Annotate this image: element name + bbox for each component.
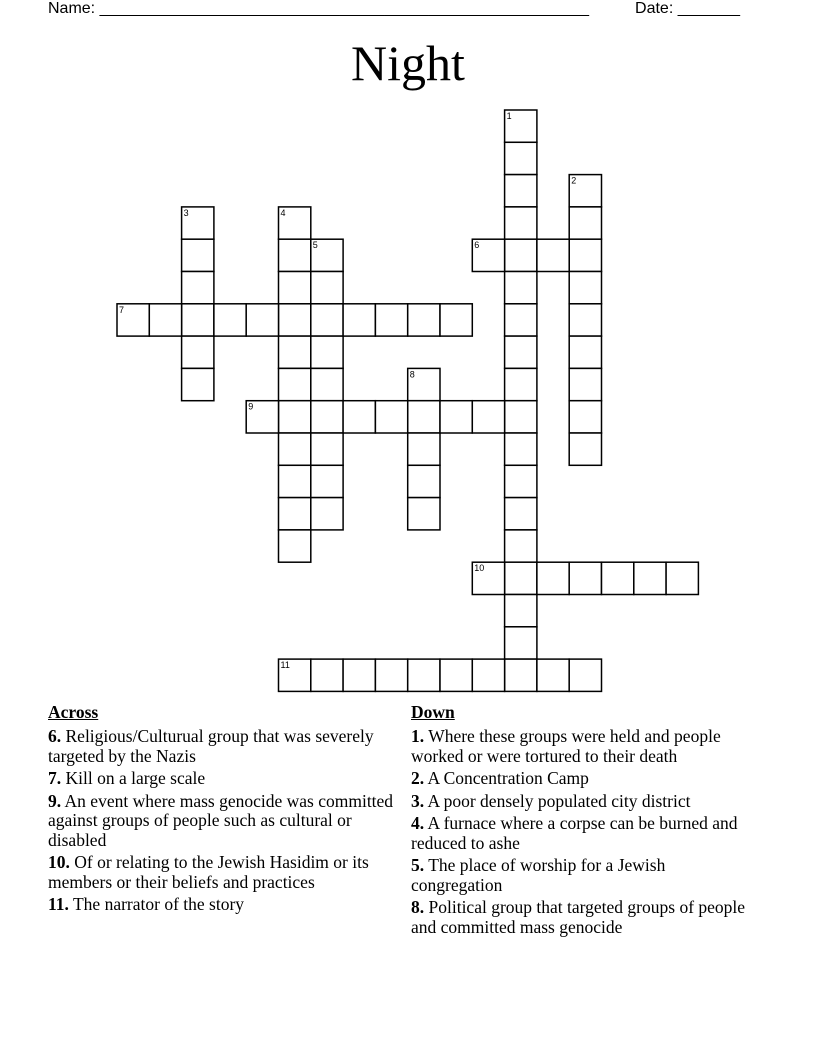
- grid-cell[interactable]: [343, 304, 375, 336]
- grid-clue-number: 4: [280, 207, 286, 218]
- down-clue-1: [411, 727, 761, 766]
- clue-number: 10.: [48, 852, 70, 872]
- grid-cell[interactable]: [505, 595, 537, 627]
- grid-cell[interactable]: [569, 659, 601, 691]
- clue-text: The place of worship for a Jewish congregation: [411, 855, 666, 895]
- across-clues: [48, 702, 408, 918]
- grid-cell[interactable]: [505, 498, 537, 530]
- grid-cell[interactable]: [569, 207, 601, 239]
- clue-number: 7.: [48, 768, 62, 788]
- grid-cell[interactable]: [537, 659, 569, 691]
- grid-clue-number: 2: [571, 175, 577, 186]
- across-clue-11: [48, 895, 408, 915]
- grid-cell[interactable]: [666, 562, 698, 594]
- grid-cell[interactable]: [408, 465, 440, 497]
- grid-cell[interactable]: [311, 498, 343, 530]
- clue-text: An event where mass genocide was committed against groups of people such as cultural or disabled: [48, 790, 394, 850]
- grid-cell[interactable]: [569, 304, 601, 336]
- grid-cell[interactable]: [505, 175, 537, 207]
- grid-cell[interactable]: [505, 627, 537, 659]
- across-clue-10: [48, 853, 408, 892]
- grid-cell[interactable]: [311, 304, 343, 336]
- grid-cell[interactable]: [311, 272, 343, 304]
- grid-clue-number: 11: [280, 660, 290, 671]
- grid-cell[interactable]: [279, 465, 311, 497]
- grid-cell[interactable]: [505, 465, 537, 497]
- grid-cell[interactable]: [375, 304, 407, 336]
- grid-cell[interactable]: [311, 433, 343, 465]
- clue-text: Of or relating to the Jewish Hasidim or its members or their beliefs and practices: [48, 852, 369, 892]
- clue-number: 6.: [48, 726, 62, 746]
- grid-cell[interactable]: [602, 562, 634, 594]
- grid-cell[interactable]: [505, 207, 537, 239]
- clue-text: A furnace where a corpse can be burned and reduced to ashe: [411, 813, 738, 853]
- across-clue-6: [48, 727, 408, 766]
- down-clues: [411, 702, 761, 940]
- grid-cell[interactable]: [279, 498, 311, 530]
- grid-cell[interactable]: [311, 659, 343, 691]
- grid-cell[interactable]: [279, 530, 311, 562]
- grid-clue-number: 3: [183, 207, 189, 218]
- grid-cell[interactable]: [279, 304, 311, 336]
- grid-cell[interactable]: [505, 659, 537, 691]
- grid-cell[interactable]: [505, 272, 537, 304]
- grid-cell[interactable]: [408, 401, 440, 433]
- clue-number: 9.: [48, 790, 62, 811]
- grid-cell[interactable]: [279, 368, 311, 400]
- grid-cell[interactable]: [343, 659, 375, 691]
- grid-cell[interactable]: [505, 304, 537, 336]
- grid-clue-number: 7: [119, 304, 125, 315]
- grid-cell[interactable]: [408, 498, 440, 530]
- clue-number: 5.: [411, 855, 425, 875]
- grid-cell[interactable]: [311, 336, 343, 368]
- clue-number: 4.: [411, 813, 425, 833]
- grid-cell[interactable]: [472, 659, 504, 691]
- clue-number: 3.: [411, 790, 425, 811]
- name-field-label[interactable]: Name: _______________________________________________________: [48, 0, 589, 17]
- grid-clue-number: 9: [248, 401, 254, 412]
- down-clue-4: [411, 814, 761, 853]
- clue-text: The narrator of the story: [72, 894, 245, 914]
- grid-cell[interactable]: [408, 433, 440, 465]
- clue-number: 1.: [411, 726, 425, 746]
- grid-cell[interactable]: [537, 239, 569, 271]
- grid-cell[interactable]: [505, 368, 537, 400]
- across-clue-7: [48, 769, 408, 789]
- across-heading: Across: [48, 702, 99, 722]
- grid-cell[interactable]: [634, 562, 666, 594]
- grid-cell[interactable]: [440, 401, 472, 433]
- clue-text: A Concentration Camp: [427, 768, 589, 788]
- grid-cell[interactable]: [505, 530, 537, 562]
- clue-text: Where these groups were held and people worked or were tortured to their death: [411, 726, 721, 766]
- grid-cell[interactable]: [182, 336, 214, 368]
- page-title: Night: [351, 35, 465, 91]
- clue-text: Religious/Culturual group that was severely targeted by the Nazis: [48, 726, 374, 766]
- grid-cell[interactable]: [182, 368, 214, 400]
- grid-clue-number: 5: [312, 240, 318, 251]
- clue-number: 8.: [411, 897, 425, 917]
- grid-cell[interactable]: [279, 239, 311, 271]
- grid-cell[interactable]: [279, 272, 311, 304]
- down-heading: Down: [411, 702, 455, 722]
- grid-clue-number: 1: [506, 111, 512, 121]
- grid-cell[interactable]: [569, 433, 601, 465]
- grid-cell[interactable]: [279, 401, 311, 433]
- grid-cell[interactable]: [182, 239, 214, 271]
- grid-cell[interactable]: [343, 401, 375, 433]
- grid-clue-number: 10: [474, 563, 485, 574]
- down-clue-8: [411, 898, 761, 937]
- across-clue-9: [48, 792, 408, 851]
- grid-cell[interactable]: [505, 336, 537, 368]
- grid-cell[interactable]: [311, 465, 343, 497]
- grid-cell[interactable]: [311, 368, 343, 400]
- grid-clue-number: 8: [409, 369, 415, 380]
- grid-cell[interactable]: [440, 659, 472, 691]
- grid-cell[interactable]: [408, 659, 440, 691]
- grid-cell[interactable]: [505, 401, 537, 433]
- grid-cell[interactable]: [472, 401, 504, 433]
- date-field-label[interactable]: Date: _______: [635, 0, 740, 17]
- clue-text: Political group that targeted groups of people and committed mass genocide: [411, 897, 746, 937]
- grid-cell[interactable]: [375, 659, 407, 691]
- grid-cell[interactable]: [569, 562, 601, 594]
- clue-number: 2.: [411, 768, 425, 788]
- grid-cell[interactable]: [505, 142, 537, 174]
- grid-cell[interactable]: [569, 368, 601, 400]
- grid-cell[interactable]: [408, 304, 440, 336]
- grid-cell[interactable]: [440, 304, 472, 336]
- down-clue-3: [411, 792, 761, 812]
- grid-cell[interactable]: [569, 336, 601, 368]
- clue-text: A poor densely populated city district: [427, 790, 691, 811]
- down-clue-2: [411, 769, 761, 789]
- grid-cell[interactable]: [182, 304, 214, 336]
- grid-cell[interactable]: [311, 401, 343, 433]
- down-clue-5: [411, 856, 761, 895]
- grid-cell[interactable]: [569, 272, 601, 304]
- grid-cell[interactable]: [505, 433, 537, 465]
- grid-cell[interactable]: [537, 562, 569, 594]
- grid-cell[interactable]: [279, 433, 311, 465]
- grid-cell[interactable]: [569, 401, 601, 433]
- grid-cell[interactable]: [505, 239, 537, 271]
- grid-cell[interactable]: [569, 239, 601, 271]
- grid-cell[interactable]: [214, 304, 246, 336]
- grid-cell[interactable]: [375, 401, 407, 433]
- grid-cell[interactable]: [279, 336, 311, 368]
- clue-text: Kill on a large scale: [65, 768, 206, 788]
- clue-number: 11.: [48, 894, 69, 914]
- grid-cell[interactable]: [182, 272, 214, 304]
- grid-cell[interactable]: [246, 304, 278, 336]
- grid-cell[interactable]: [149, 304, 181, 336]
- grid-cell[interactable]: [505, 562, 537, 594]
- grid-clue-number: 6: [474, 240, 480, 251]
